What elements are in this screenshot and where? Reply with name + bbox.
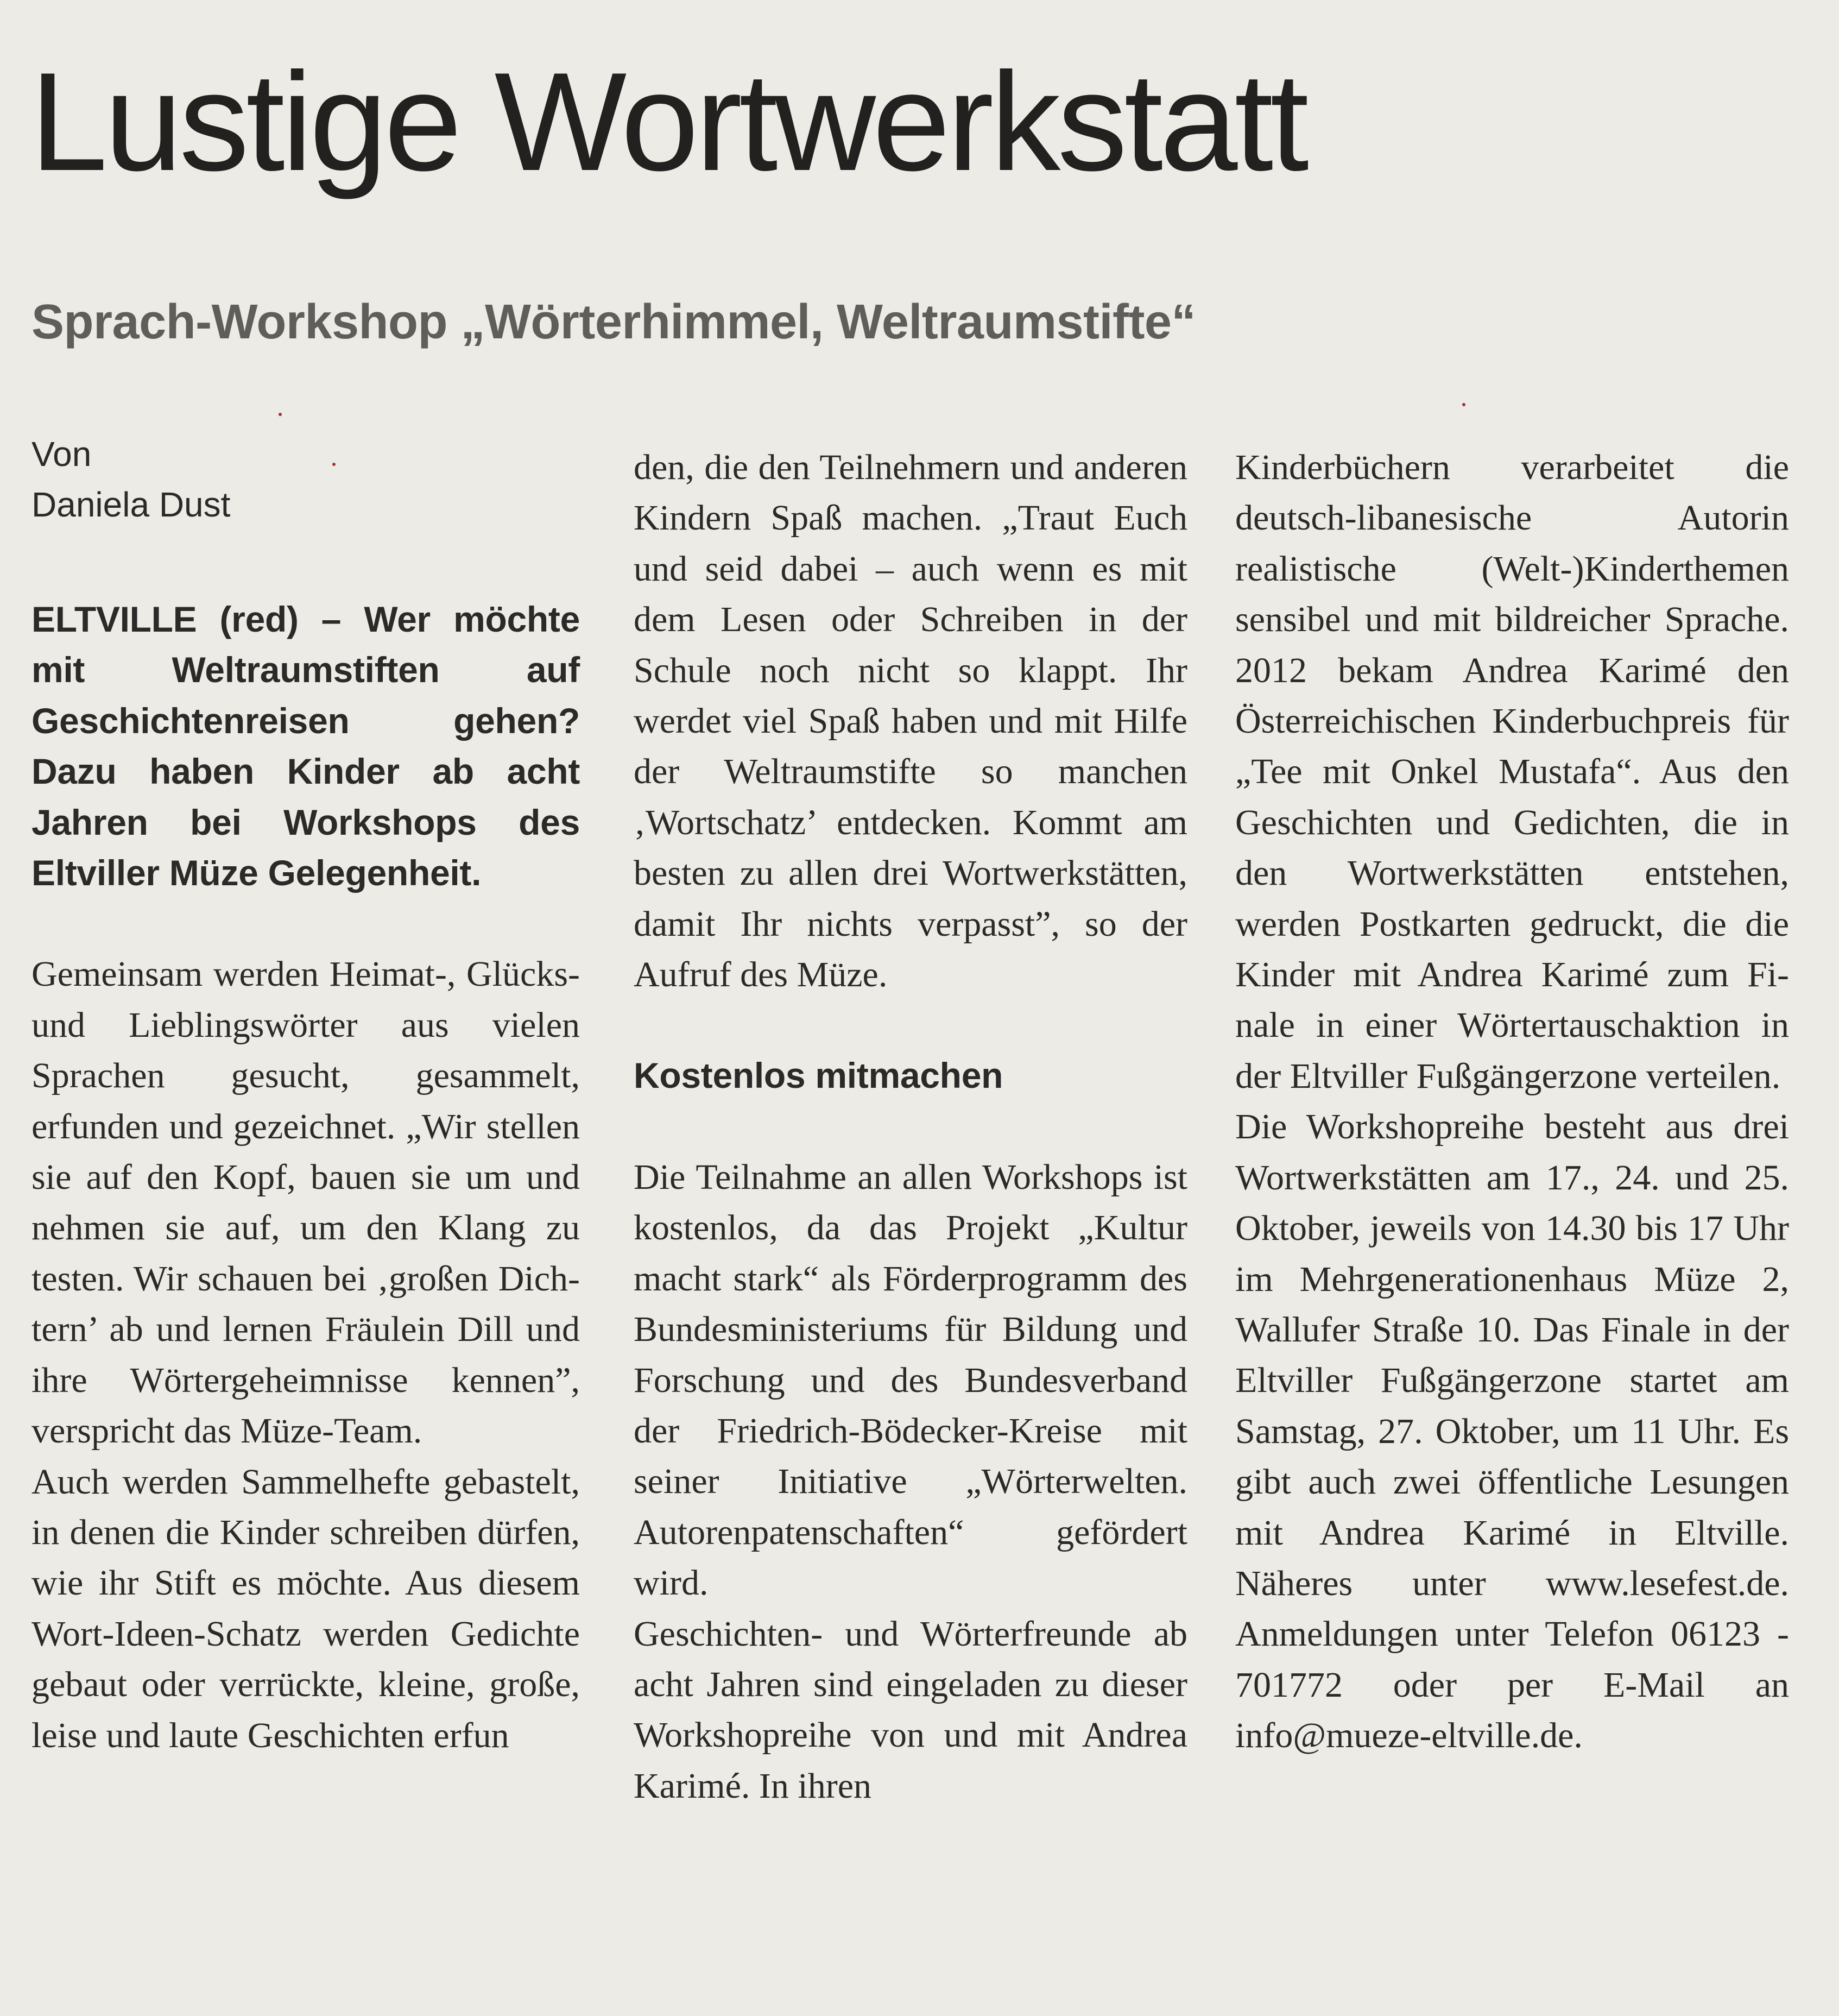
lead-paragraph: ELTVILLE (red) – Wer möchte mit Weltraumstiften auf Geschichtenreisen gehen? Dazu haben Kinder ab acht Jahren bei Workshops des Eltviller Müze Gelegenheit. xyxy=(31,599,580,893)
body-paragraph-2-cont: den, die den Teilnehmern und anderen Kindern Spaß machen. „Traut Euch und seid dabei – auch wenn es mit dem Lesen oder Schreiben in der Schule noch nicht so klappt. Ihr werdet viel Spaß haben und mit Hilfe der Weltraumstifte so manchen ‚Wortschatz’ entdecken. Kommt am besten zu allen drei Wortwerkstätten, damit Ihr nichts verpasst”, so der Aufruf des Müze. xyxy=(634,448,1187,995)
paper-speck xyxy=(332,463,336,466)
byline xyxy=(31,429,230,530)
section-subhead: Kostenlos mitmachen xyxy=(634,1055,1003,1096)
headline: Lustige Wortwerkstatt xyxy=(30,43,1306,200)
paper-speck xyxy=(279,413,282,416)
author-name: Daniela Dust xyxy=(31,485,231,524)
article-column-3 xyxy=(1235,442,1789,1761)
body-paragraph-1: Gemeinsam werden Heimat-, Glücks- und Lieblingswörter aus vielen Sprachen gesucht, gesammelt, erfunden und gezeichnet. „Wir stellen sie auf den Kopf, bauen sie um und nehmen sie auf, um den Klang zu testen. Wir schauen bei ‚großen Dichtern’ ab und lernen Fräulein Dill und ihre Wörtergeheimnisse kennen”, verspricht das Müze-Team. xyxy=(31,954,580,1451)
body-paragraph-2-start: Auch werden Sammelhefte gebastelt, in denen die Kinder schreiben dürfen, wie ihr Stift es möchte. Aus diesem Wort-Ideen-Schatz werden Gedichte gebaut oder verrückte, kleine, große, leise und laute Geschichten erfun xyxy=(31,1461,580,1755)
byline-prefix: Von xyxy=(31,434,92,474)
body-paragraph-4-start: Geschichten- und Wörterfreunde ab acht Jahren sind eingeladen zu dieser Workshopreihe von und mit Andrea Karimé. In ihren xyxy=(634,1614,1187,1806)
paper-speck xyxy=(1462,403,1465,406)
article-column-2 xyxy=(634,442,1187,1811)
body-paragraph-3: Die Teilnahme an allen Workshops ist kostenlos, da das Projekt „Kultur macht stark“ als Förderprogramm des Bundesministeriums für Bildung und Forschung und des Bundesverband der Friedrich-Bödecker-Kreise mit seiner Initiative „Wörterwelten. Autorenpatenschaften“ gefördert wird. xyxy=(634,1157,1187,1603)
article-column-1 xyxy=(31,594,580,1761)
subheadline: Sprach-Workshop „Wörterhimmel, Weltraumstifte“ xyxy=(31,295,1196,349)
body-paragraph-5: Die Workshopreihe besteht aus drei Wortwerkstätten am 17., 24. und 25. Oktober, jeweils von 14.30 bis 17 Uhr im Mehrgenerationenhaus Müze 2, Wallufer Straße 10. Das Finale in der Eltviller Fußgängerzone startet am Samstag, 27. Oktober, um 11 Uhr. Es gibt auch zwei öffentliche Lesungen mit Andrea Karimé in Eltville. Näheres unter www.lesefest.de. Anmeldungen unter Telefon 06123 - 701772 oder per E-Mail an info@mueze-eltville.de. xyxy=(1235,1107,1789,1756)
body-paragraph-4-cont: Kinderbüchern verarbeitet die deutsch-libanesische Autorin realistische (Welt-)Kinderthemen sensibel und mit bildreicher Sprache. 2012 bekam Andrea Karimé den Österreichischen Kinderbuchpreis für „Tee mit Onkel Mustafa“. Aus den Geschichten und Gedichten, die in den Wortwerkstätten entstehen, werden Postkarten gedruckt, die die Kinder mit Andrea Karimé zum Finale in einer Wörtertauschaktion in der Eltviller Fußgängerzone verteilen. xyxy=(1235,448,1789,1096)
